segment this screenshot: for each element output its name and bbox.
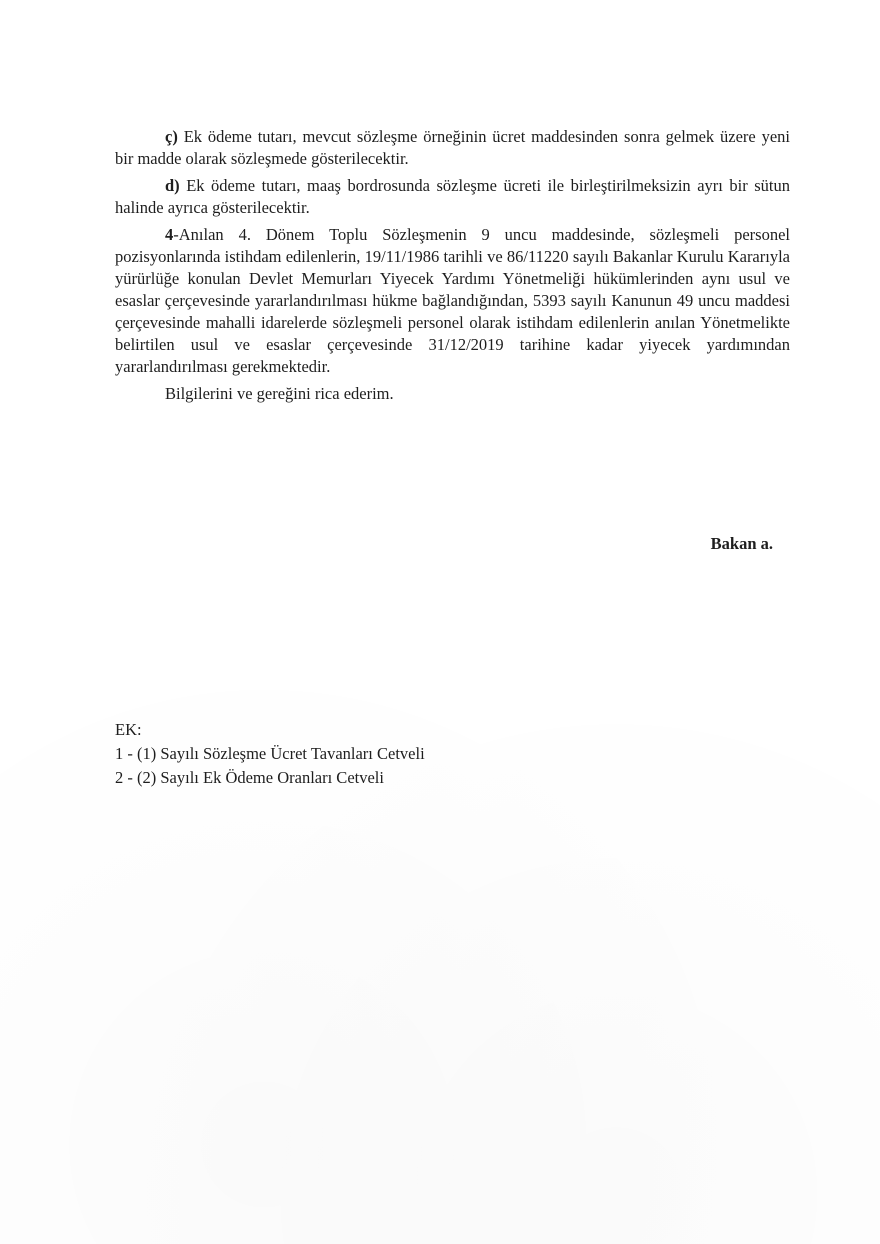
paragraph-4-text: -Anılan 4. Dönem Toplu Sözleşmenin 9 uncu maddesinde, sözleşmeli personel pozisyonlarında istihdam edilenlerin, 19/11/1986 tarihli ve 86/11220 sayılı Bakanlar Kurulu Kararıyla yürürlüğe konulan Devlet Memurları Yiyecek Yardımı Yönetmeliği hükümlerinden aynı usul ve esaslar çerçevesinde yararlandırılması hükme bağlandığından, 5393 sayılı Kanunun 49 uncu maddesi çerçevesinde mahalli idarelerde sözleşmeli personel olarak istihdam edilenlerin anılan Yönetmelikte belirtilen usul ve esaslar çerçevesinde 31/12/2019 tarihine kadar yiyecek yardımından yararlandırılması gerekmektedir. [115,225,790,376]
paragraph-d-text: Ek ödeme tutarı, maaş bordrosunda sözleşme ücreti ile birleştirilmeksizin ayrı bir sütun halinde ayrıca gösterilecektir. [115,176,790,217]
paragraph-4 [115,224,790,378]
paragraph-d [115,175,790,219]
signature-block: Bakan a. [710,534,773,553]
attachments-section [115,718,790,790]
closing-line: Bilgilerini ve gereğini rica ederim. [165,384,394,403]
attachment-item-1: 1 - (1) Sayılı Sözleşme Ücret Tavanları Cetveli [115,744,425,763]
paragraph-4-lead: 4 [165,225,174,244]
attachments-label: EK: [115,720,142,739]
paragraph-c-lead: ç) [165,127,178,146]
paragraph-d-lead: d) [165,176,180,195]
attachment-item-2: 2 - (2) Sayılı Ek Ödeme Oranları Cetveli [115,768,384,787]
paragraph-c [115,126,790,170]
paragraph-c-text: Ek ödeme tutarı, mevcut sözleşme örneğinin ücret maddesinden sonra gelmek üzere yeni bir madde olarak sözleşmede gösterilecektir. [115,127,790,168]
